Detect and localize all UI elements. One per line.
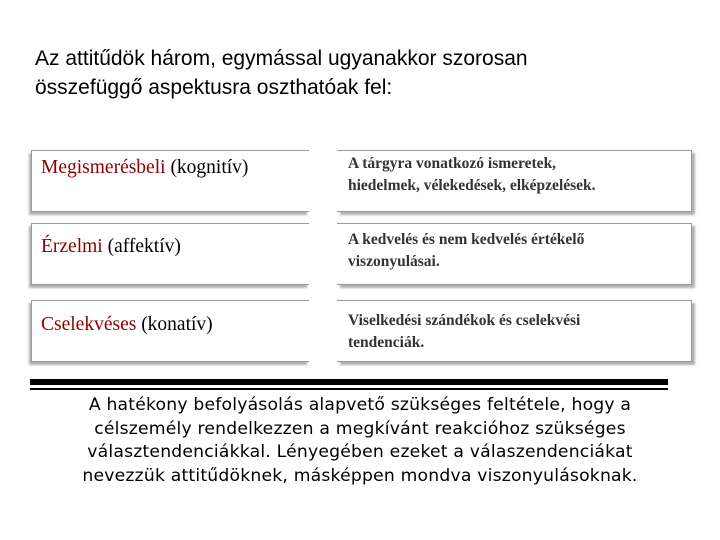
intro-line-2: összefüggő aspektusra oszthatóak fel: xyxy=(35,76,393,99)
description-line-2: hiedelmek, vélekedések, elképzelések. xyxy=(348,177,596,194)
divider-thick xyxy=(30,379,668,385)
conclusion-line-1: A hatékony befolyásolás alapvető szükséges feltétele, hogy a xyxy=(88,395,632,415)
conclusion-line-4: nevezzük attitűdöknek, másképpen mondva viszonyulásoknak. xyxy=(82,465,638,486)
term-paren: (konatív) xyxy=(141,314,213,335)
attitude-row-conative xyxy=(31,300,692,362)
term-main: Cselekvéses xyxy=(41,314,137,335)
term-label xyxy=(41,314,213,336)
conclusion-line-3: választendenciákkal. Lényegében ezeket a válaszendenciákat xyxy=(87,442,633,462)
term-main: Megismerésbeli xyxy=(41,157,166,178)
description-line-2: viszonyulásai. xyxy=(348,253,440,270)
attitude-row-affective xyxy=(31,223,692,285)
term-label xyxy=(41,157,248,179)
description-line-1: Viselkedési szándékok és cselekvési xyxy=(348,312,581,329)
intro-text xyxy=(35,44,675,102)
divider-thin xyxy=(30,388,668,390)
term-paren: (affektív) xyxy=(107,236,181,257)
conclusion-line-2: célszemély rendelkezzen a megkívánt reakcióhoz szükséges xyxy=(94,418,626,439)
conclusion-text xyxy=(0,394,720,488)
description-line-1: A tárgyra vonatkozó ismeretek, xyxy=(348,155,557,172)
description-line-2: tendenciák. xyxy=(348,334,425,351)
term-label xyxy=(41,236,181,258)
attitude-row-cognitive xyxy=(31,150,692,212)
term-description xyxy=(348,229,584,273)
intro-line-1: Az attitűdök három, egymással ugyanakkor szorosan xyxy=(35,47,528,70)
term-paren: (kognitív) xyxy=(170,157,249,178)
term-description xyxy=(348,310,580,354)
term-main: Érzelmi xyxy=(41,236,103,257)
description-line-1: A kedvelés és nem kedvelés értékelő xyxy=(348,231,585,248)
term-description xyxy=(348,153,596,197)
